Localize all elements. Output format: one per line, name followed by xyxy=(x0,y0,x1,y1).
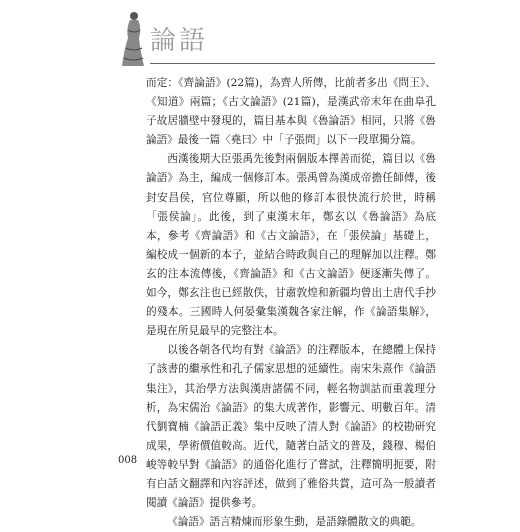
paragraph-1: 而定：《齊論語》(22篇)，為齊人所傳，比前者多出《問王》、《知道》兩篇；《古文論語》(21篇)，是漢武帝末年在曲阜孔子故居牆壁中發現的，篇目基本與《魯論語》相同，只將《魯論語》最後一篇〈堯曰〉中「子張問」以下一段單獨分篇。 xyxy=(146,77,436,147)
running-header-title: 論語 xyxy=(150,26,209,56)
main-text xyxy=(146,74,436,532)
page-number: 008 xyxy=(118,455,138,466)
paragraph-4: 《論語》語言精煉而形象生動，是語錄體散文的典範。 xyxy=(167,516,422,529)
header-divider xyxy=(150,63,435,64)
page-header xyxy=(0,0,520,70)
paragraph-3: 以後各朝各代均有對《論語》的注釋版本，在總體上保持了該書的繼承性和孔子儒家思想的延續性。南宋朱熹作《論語集注》，其治學方法與漢唐諸儒不同，輕名物訓詁而重義理分析，為宋儒治《論語》的集大成著作，影響元、明數百年。清代劉寶楠《論語正義》集中反映了清人對《論語》的校勘研究成果，學術價值較高。近代，隨著白話文的普及，錢穆、楊伯峻等較早對《論語》的通俗化進行了嘗試，注釋簡明扼要，附有白話文翻譯和內容評述，做到了雅俗共賞，這可為一般讀者閱讀《論語》提供參考。 xyxy=(146,344,436,510)
confucius-figure-illustration xyxy=(118,8,148,68)
paragraph-2: 西漢後期大臣張禹先後對兩個版本擇善而從，篇目以《魯論語》為主，編成一個修訂本。張禹曾為漢成帝擔任師傅，後封安昌侯，官位尊顯，所以他的修訂本很快流行於世，時稱「張侯論」。此後，到了東漢末年，鄭玄以《魯論語》為底本，參考《齊論語》和《古文論語》，在「張侯論」基礎上，編校成一個新的本子，並結合時政與自己的理解加以注釋。鄭玄的注本流傳後，《齊論語》和《古文論語》便逐漸失傳了。如今，鄭玄注也已經散佚，甘肅敦煌和新疆均曾出土唐代手抄的殘本。三國時人何晏彙集漢魏各家注解，作《論語集解》，是現在所見最早的完整注本。 xyxy=(146,153,436,338)
